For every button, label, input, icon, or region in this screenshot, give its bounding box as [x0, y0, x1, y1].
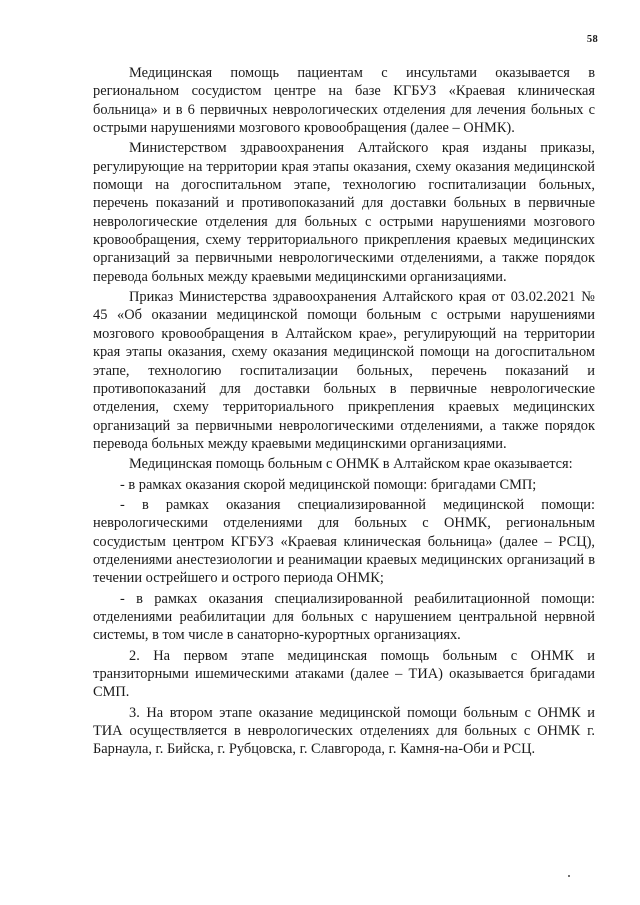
scan-speck [568, 875, 570, 877]
document-body [93, 64, 595, 761]
paragraph-care-provision: Медицинская помощь больным с ОНМК в Алтайском крае оказывается: [129, 456, 573, 473]
list-item-emergency-care: - в рамках оказания скорой медицинской помощи: бригадами СМП; [120, 476, 537, 493]
list-item-specialized-care: - в рамках оказания специализированной медицинской помощи: неврологическими отделениями для больных с ОНМК, региональным сосудистым центром КГБУЗ «Краевая клиническая больница» (далее – РСЦ), отделениями анестезиологии и реанимации краевых медицинских организаций в течении острейшего и острого периода ОНМК; [93, 496, 595, 587]
paragraph-second-stage: 3. На втором этапе оказание медицинской помощи больным с ОНМК и ТИА осуществляется в неврологических отделениях для больных с ОНМК г. Барнаула, г. Бийска, г. Рубцовска, г. Славгорода, г. Камня-на-Оби и РСЦ. [93, 704, 595, 758]
list-item-rehabilitation-care: - в рамках оказания специализированной реабилитационной помощи: отделениями реабилитации для больных с нарушением центральной нервной системы, в том числе в санаторно-курортных организациях. [93, 590, 595, 644]
page-number: 58 [586, 34, 598, 45]
paragraph-stroke-care-intro: Медицинская помощь пациентам с инсультами оказывается в региональном сосудистом центре на базе КГБУЗ «Краевая клиническая больница» и в 6 первичных неврологических отделения для лечения больных с острыми нарушениями мозгового кровообращения (далее – ОНМК). [93, 65, 595, 137]
paragraph-ministry-orders: Министерством здравоохранения Алтайского края изданы приказы, регулирующие на территории края этапы оказания, схему оказания медицинской помощи на догоспитальном этапе, технологию госпитализации больных, перечень показаний и противопоказаний для доставки больных в первичные неврологические отделения для больных с острыми нарушениями мозгового кровообращения, схему территориального прикрепления краевых медицинских организаций за первичными неврологическими отделениями, а также порядок перевода больных между краевыми медицинскими организациями. [93, 140, 595, 285]
paragraph-first-stage: 2. На первом этапе медицинская помощь больным с ОНМК и транзиторными ишемическими атаками (далее – ТИА) оказывается бригадами СМП. [93, 647, 595, 701]
paragraph-order-45: Приказ Министерства здравоохранения Алтайского края от 03.02.2021 № 45 «Об оказании медицинской помощи больным с острыми нарушениями мозгового кровообращения в Алтайском крае», регулирующий на территории края этапы оказания, схему оказания медицинской помощи на догоспитальном этапе, технологию госпитализации больных, перечень показаний и противопоказаний для доставки больных в первичные неврологические отделения, схему территориального прикрепления краевых медицинских организаций за первичными неврологическими отделениями, а также порядок перевода больных между краевыми медицинскими организациями. [93, 289, 595, 452]
